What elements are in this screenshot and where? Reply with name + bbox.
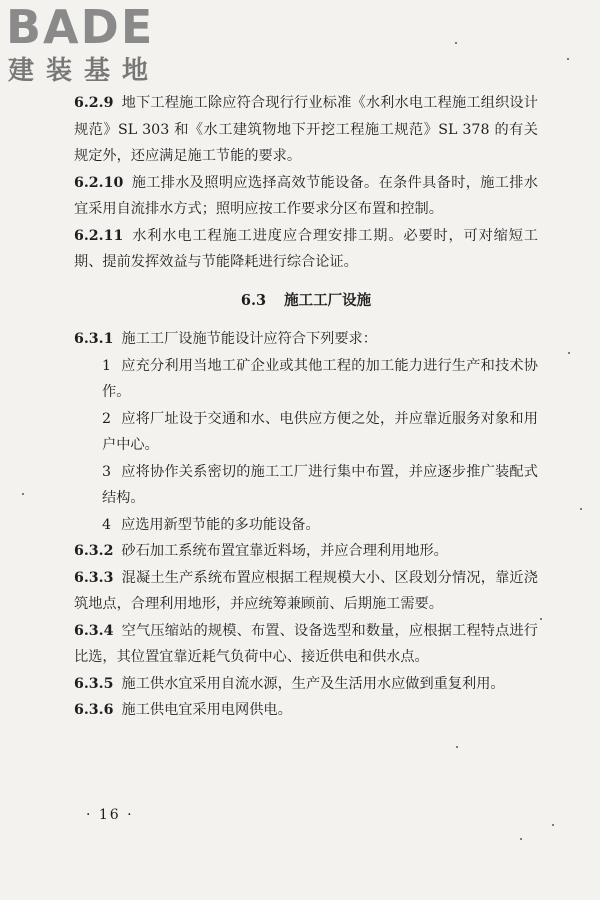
scan-speck — [520, 838, 522, 840]
clause-text: 水利水电工程施工进度应合理安排工期。必要时，可对缩短工期、提前发挥效益与节能降耗进行综合论证。 — [74, 227, 538, 270]
page-number: · 16 · — [86, 807, 134, 823]
scan-speck — [22, 493, 24, 495]
clause-6-3-3 — [74, 565, 538, 618]
clause-text: 施工供水宜采用自流水源，生产及生活用水应做到重复利用。 — [121, 675, 505, 692]
clause-number: 6.3.5 — [74, 675, 114, 692]
scan-speck — [456, 746, 458, 748]
clause-number: 6.2.9 — [74, 95, 114, 111]
clause-text: 砂石加工系统布置宜靠近料场，并应合理利用地形。 — [121, 543, 448, 559]
section-number: 6.3 — [240, 291, 267, 309]
list-item — [74, 353, 538, 406]
clause-6-2-10 — [74, 170, 538, 223]
clause-6-3-5 — [74, 671, 538, 698]
clause-number: 6.3.4 — [74, 622, 114, 639]
clause-number: 6.3.2 — [74, 543, 114, 559]
clause-text: 施工排水及照明应选择高效节能设备。在条件具备时，施工排水宜采用自流排水方式；照明应按工作要求分区布置和控制。 — [74, 174, 538, 217]
scan-speck — [552, 824, 554, 826]
item-number: 1 — [102, 357, 112, 374]
clause-6-3-1 — [74, 326, 538, 353]
scan-speck — [455, 42, 457, 44]
item-text: 应充分利用当地工矿企业或其他工程的加工能力进行生产和技术协作。 — [102, 357, 538, 400]
clause-text: 混凝土生产系统布置应根据工程规模大小、区段划分情况，靠近浇筑地点，合理利用地形，并应统筹兼顾前、后期施工需要。 — [74, 569, 538, 612]
list-item — [74, 512, 538, 539]
item-text: 应将协作关系密切的施工工厂进行集中布置，并应逐步推广装配式结构。 — [102, 463, 538, 506]
list-item — [74, 406, 538, 459]
clause-6-3-4 — [74, 618, 538, 671]
list-item — [74, 459, 538, 512]
logo-subtitle: 建装基地 — [8, 56, 161, 86]
scan-speck — [540, 618, 542, 620]
item-text: 应将厂址设于交通和水、电供应方便之处，并应靠近服务对象和用户中心。 — [102, 410, 538, 453]
clause-text: 施工供电宜采用电网供电。 — [121, 702, 292, 718]
scan-speck — [567, 58, 569, 60]
item-number: 4 — [102, 516, 112, 533]
item-number: 3 — [102, 463, 112, 480]
clause-text: 空气压缩站的规模、布置、设备选型和数量，应根据工程特点进行比选，其位置宜靠近耗气负荷中心、接近供电和供水点。 — [74, 622, 538, 665]
clause-6-2-11 — [74, 223, 538, 276]
clause-number: 6.3.6 — [74, 702, 114, 718]
clause-number: 6.2.10 — [74, 174, 124, 191]
bade-logo — [6, 2, 160, 86]
scan-speck — [580, 508, 582, 510]
clause-number: 6.3.3 — [74, 569, 114, 586]
clause-text: 地下工程施工除应符合现行行业标准《水利水电工程施工组织设计规范》SL 303 和《水工建筑物地下开挖工程施工规范》SL 378 的有关规定外，还应满足施工节能的要求。 — [74, 95, 538, 164]
item-number: 2 — [102, 410, 112, 427]
scan-speck — [568, 352, 570, 354]
clause-text: 施工工厂设施节能设计应符合下列要求： — [121, 331, 377, 347]
section-heading — [74, 288, 538, 315]
clause-number: 6.2.11 — [74, 227, 124, 244]
logo-wordmark: BADE — [6, 0, 155, 54]
clause-6-3-2 — [74, 538, 538, 565]
clause-number: 6.3.1 — [74, 331, 114, 347]
item-text: 应选用新型节能的多功能设备。 — [121, 516, 320, 533]
section-title: 施工工厂设施 — [284, 291, 372, 309]
clause-6-2-9 — [74, 90, 538, 170]
clause-6-3-6 — [74, 697, 538, 724]
page-body — [74, 90, 538, 724]
